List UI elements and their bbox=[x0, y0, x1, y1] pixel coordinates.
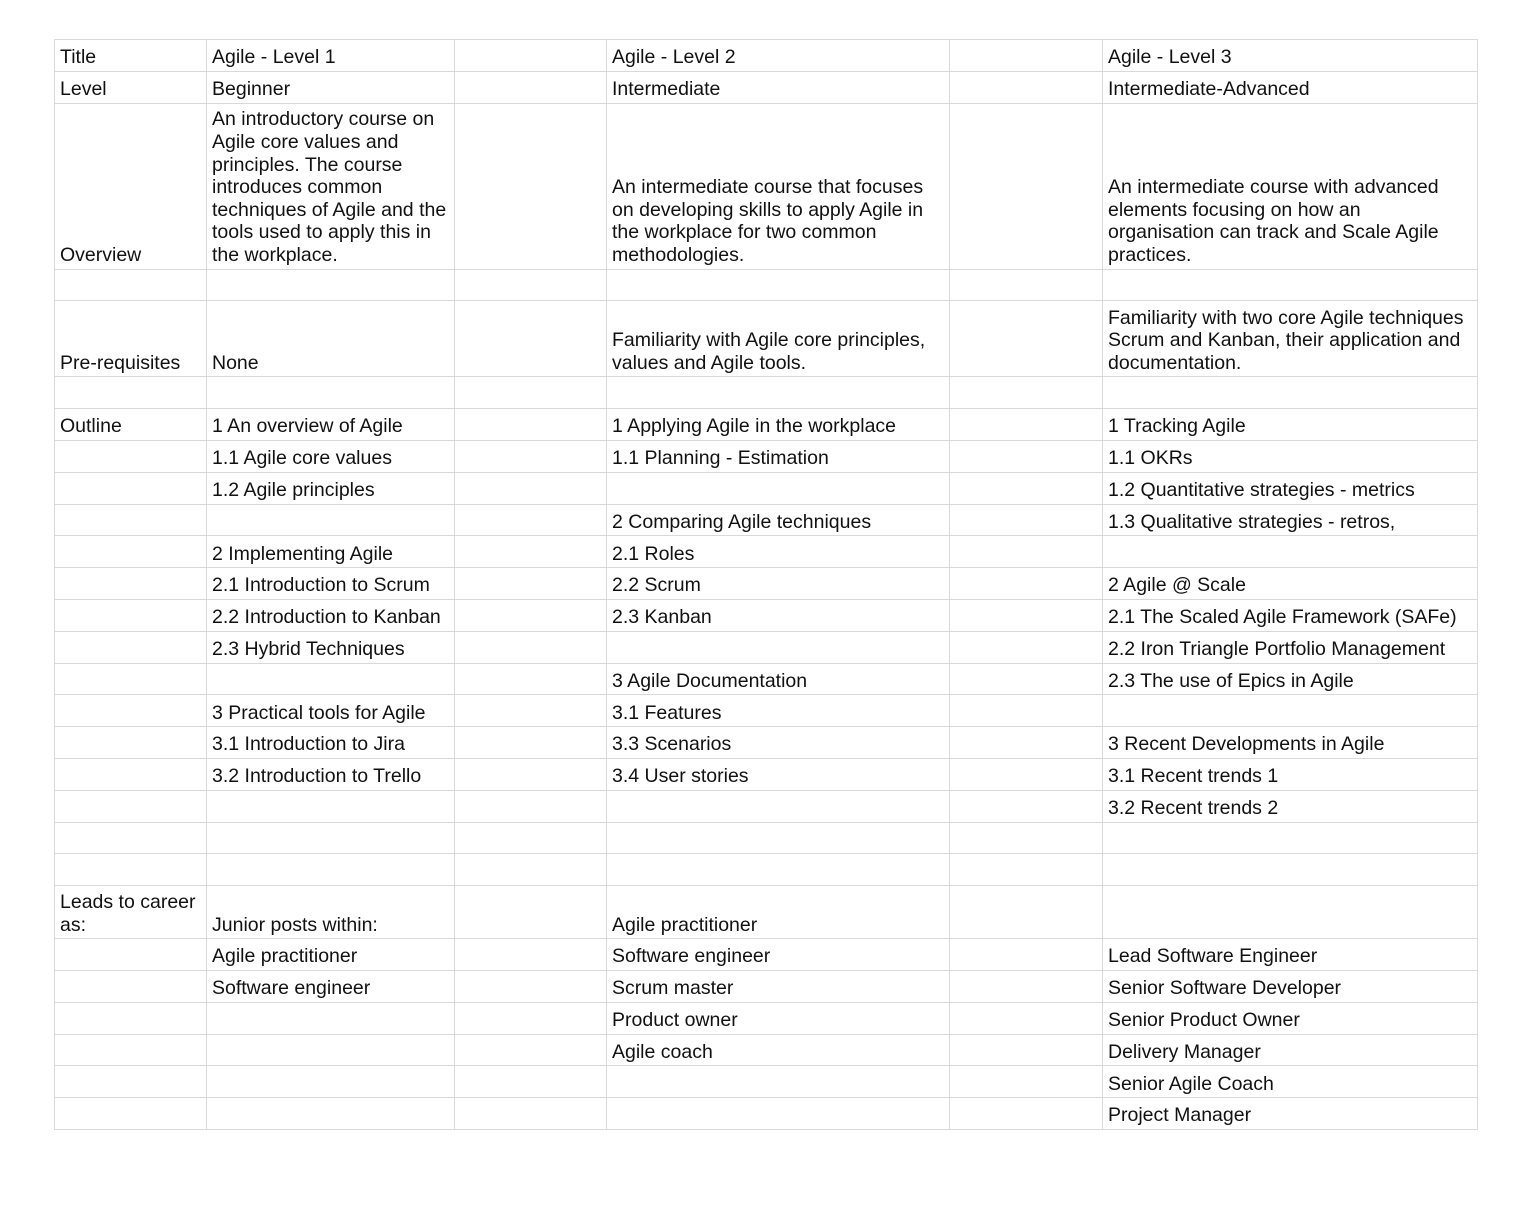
level-2-cell[interactable] bbox=[607, 377, 950, 409]
table-row bbox=[55, 71, 1478, 103]
spacer-cell[interactable] bbox=[950, 103, 1103, 269]
row-label-cell[interactable]: Level bbox=[55, 71, 207, 103]
course-table-body bbox=[55, 40, 1478, 1130]
level-2-cell[interactable] bbox=[607, 631, 950, 663]
row-label-cell[interactable] bbox=[55, 822, 207, 854]
table-row bbox=[55, 568, 1478, 600]
table-row bbox=[55, 727, 1478, 759]
spacer-cell[interactable] bbox=[455, 40, 607, 72]
level-3-cell[interactable] bbox=[1103, 886, 1478, 939]
level-2-cell[interactable] bbox=[607, 790, 950, 822]
row-label-cell[interactable] bbox=[55, 727, 207, 759]
level-2-cell[interactable] bbox=[607, 269, 950, 301]
row-label-cell[interactable] bbox=[55, 1098, 207, 1130]
table-row bbox=[55, 1066, 1478, 1098]
table-row bbox=[55, 790, 1478, 822]
level-1-cell[interactable]: Beginner bbox=[207, 71, 455, 103]
level-3-cell[interactable]: 1 Tracking Agile bbox=[1103, 409, 1478, 441]
level-1-cell[interactable] bbox=[207, 1066, 455, 1098]
level-1-cell[interactable]: 2 Implementing Agile bbox=[207, 536, 455, 568]
level-3-cell[interactable]: 3.2 Recent trends 2 bbox=[1103, 790, 1478, 822]
table-row bbox=[55, 301, 1478, 377]
table-row bbox=[55, 409, 1478, 441]
spacer-cell[interactable] bbox=[455, 504, 607, 536]
spacer-cell[interactable] bbox=[455, 663, 607, 695]
spacer-cell[interactable] bbox=[950, 301, 1103, 377]
table-row bbox=[55, 536, 1478, 568]
course-table bbox=[54, 39, 1478, 1130]
level-1-cell[interactable]: Junior posts within: bbox=[207, 886, 455, 939]
level-1-cell[interactable]: 3.1 Introduction to Jira bbox=[207, 727, 455, 759]
spacer-cell[interactable] bbox=[950, 504, 1103, 536]
row-label-cell[interactable] bbox=[55, 631, 207, 663]
spacer-cell[interactable] bbox=[455, 854, 607, 886]
level-3-cell[interactable]: 1.3 Qualitative strategies - retros, bbox=[1103, 504, 1478, 536]
row-label-cell[interactable] bbox=[55, 970, 207, 1002]
table-row bbox=[55, 695, 1478, 727]
table-row bbox=[55, 377, 1478, 409]
table-row bbox=[55, 599, 1478, 631]
row-label-cell[interactable]: Overview bbox=[55, 103, 207, 269]
row-label-cell[interactable]: Pre-requisites bbox=[55, 301, 207, 377]
spacer-cell[interactable] bbox=[455, 631, 607, 663]
level-2-cell[interactable]: Agile coach bbox=[607, 1034, 950, 1066]
spacer-cell[interactable] bbox=[950, 269, 1103, 301]
row-label-cell[interactable] bbox=[55, 269, 207, 301]
level-2-cell[interactable] bbox=[607, 1066, 950, 1098]
spacer-cell[interactable] bbox=[950, 599, 1103, 631]
spacer-cell[interactable] bbox=[950, 40, 1103, 72]
spacer-cell[interactable] bbox=[950, 822, 1103, 854]
spacer-cell[interactable] bbox=[455, 939, 607, 971]
table-row bbox=[55, 1098, 1478, 1130]
level-3-cell[interactable]: 1.2 Quantitative strategies - metrics bbox=[1103, 472, 1478, 504]
spacer-cell[interactable] bbox=[455, 269, 607, 301]
level-3-cell[interactable]: 2.2 Iron Triangle Portfolio Management bbox=[1103, 631, 1478, 663]
level-1-cell[interactable] bbox=[207, 854, 455, 886]
table-row bbox=[55, 939, 1478, 971]
level-1-cell[interactable]: Agile practitioner bbox=[207, 939, 455, 971]
level-1-cell[interactable]: 2.3 Hybrid Techniques bbox=[207, 631, 455, 663]
level-1-cell[interactable]: Agile - Level 1 bbox=[207, 40, 455, 72]
level-3-cell[interactable] bbox=[1103, 536, 1478, 568]
level-1-cell[interactable]: An introductory course on Agile core values and principles. The course introduces common techniques of Agile and the tools used to apply this in the workplace. bbox=[207, 103, 455, 269]
row-label-cell[interactable]: Title bbox=[55, 40, 207, 72]
table-row bbox=[55, 1002, 1478, 1034]
spacer-cell[interactable] bbox=[455, 103, 607, 269]
level-1-cell[interactable]: 3.2 Introduction to Trello bbox=[207, 758, 455, 790]
spacer-cell[interactable] bbox=[950, 536, 1103, 568]
spacer-cell[interactable] bbox=[455, 758, 607, 790]
level-3-cell[interactable]: 3.1 Recent trends 1 bbox=[1103, 758, 1478, 790]
level-2-cell[interactable]: 2.2 Scrum bbox=[607, 568, 950, 600]
level-2-cell[interactable]: Agile - Level 2 bbox=[607, 40, 950, 72]
spacer-cell[interactable] bbox=[950, 695, 1103, 727]
level-1-cell[interactable]: None bbox=[207, 301, 455, 377]
row-label-cell[interactable] bbox=[55, 568, 207, 600]
spacer-cell[interactable] bbox=[950, 663, 1103, 695]
level-3-cell[interactable] bbox=[1103, 269, 1478, 301]
level-2-cell[interactable]: 2 Comparing Agile techniques bbox=[607, 504, 950, 536]
spacer-cell[interactable] bbox=[950, 440, 1103, 472]
spacer-cell[interactable] bbox=[455, 1034, 607, 1066]
level-1-cell[interactable] bbox=[207, 822, 455, 854]
table-row bbox=[55, 970, 1478, 1002]
level-3-cell[interactable] bbox=[1103, 377, 1478, 409]
level-3-cell[interactable]: 2 Agile @ Scale bbox=[1103, 568, 1478, 600]
row-label-cell[interactable] bbox=[55, 854, 207, 886]
level-1-cell[interactable] bbox=[207, 790, 455, 822]
spacer-cell[interactable] bbox=[950, 758, 1103, 790]
level-2-cell[interactable]: Product owner bbox=[607, 1002, 950, 1034]
spacer-cell[interactable] bbox=[950, 970, 1103, 1002]
level-2-cell[interactable]: 1 Applying Agile in the workplace bbox=[607, 409, 950, 441]
row-label-cell[interactable]: Outline bbox=[55, 409, 207, 441]
level-3-cell[interactable]: 2.3 The use of Epics in Agile bbox=[1103, 663, 1478, 695]
spacer-cell[interactable] bbox=[455, 472, 607, 504]
table-row bbox=[55, 472, 1478, 504]
row-label-cell[interactable] bbox=[55, 377, 207, 409]
spacer-cell[interactable] bbox=[455, 1098, 607, 1130]
table-row bbox=[55, 663, 1478, 695]
level-2-cell[interactable]: Familiarity with Agile core principles, values and Agile tools. bbox=[607, 301, 950, 377]
spacer-cell[interactable] bbox=[950, 568, 1103, 600]
spacer-cell[interactable] bbox=[455, 536, 607, 568]
level-3-cell[interactable]: Delivery Manager bbox=[1103, 1034, 1478, 1066]
level-1-cell[interactable] bbox=[207, 269, 455, 301]
table-row bbox=[55, 822, 1478, 854]
level-1-cell[interactable]: 1 An overview of Agile bbox=[207, 409, 455, 441]
level-3-cell[interactable] bbox=[1103, 854, 1478, 886]
table-row bbox=[55, 854, 1478, 886]
spacer-cell[interactable] bbox=[455, 886, 607, 939]
row-label-cell[interactable] bbox=[55, 536, 207, 568]
spacer-cell[interactable] bbox=[950, 1034, 1103, 1066]
table-row bbox=[55, 1034, 1478, 1066]
row-label-cell[interactable] bbox=[55, 695, 207, 727]
row-label-cell[interactable] bbox=[55, 939, 207, 971]
row-label-cell[interactable]: Leads to career as: bbox=[55, 886, 207, 939]
level-2-cell[interactable] bbox=[607, 822, 950, 854]
level-3-cell[interactable]: Agile - Level 3 bbox=[1103, 40, 1478, 72]
level-3-cell[interactable]: Senior Product Owner bbox=[1103, 1002, 1478, 1034]
row-label-cell[interactable] bbox=[55, 1066, 207, 1098]
level-1-cell[interactable]: 2.2 Introduction to Kanban bbox=[207, 599, 455, 631]
table-row bbox=[55, 758, 1478, 790]
level-1-cell[interactable]: 2.1 Introduction to Scrum bbox=[207, 568, 455, 600]
level-1-cell[interactable]: Software engineer bbox=[207, 970, 455, 1002]
spacer-cell[interactable] bbox=[455, 301, 607, 377]
level-3-cell[interactable] bbox=[1103, 695, 1478, 727]
level-3-cell[interactable]: Senior Software Developer bbox=[1103, 970, 1478, 1002]
spacer-cell[interactable] bbox=[455, 440, 607, 472]
spacer-cell[interactable] bbox=[455, 1066, 607, 1098]
level-1-cell[interactable] bbox=[207, 1034, 455, 1066]
spacer-cell[interactable] bbox=[950, 727, 1103, 759]
level-2-cell[interactable]: Agile practitioner bbox=[607, 886, 950, 939]
level-2-cell[interactable]: 3.3 Scenarios bbox=[607, 727, 950, 759]
spacer-cell[interactable] bbox=[455, 377, 607, 409]
spacer-cell[interactable] bbox=[455, 822, 607, 854]
level-1-cell[interactable]: 1.2 Agile principles bbox=[207, 472, 455, 504]
level-3-cell[interactable]: Senior Agile Coach bbox=[1103, 1066, 1478, 1098]
table-row bbox=[55, 886, 1478, 939]
spacer-cell[interactable] bbox=[455, 790, 607, 822]
level-3-cell[interactable]: Intermediate-Advanced bbox=[1103, 71, 1478, 103]
row-label-cell[interactable] bbox=[55, 504, 207, 536]
level-3-cell[interactable]: 2.1 The Scaled Agile Framework (SAFe) bbox=[1103, 599, 1478, 631]
level-2-cell[interactable]: 3.1 Features bbox=[607, 695, 950, 727]
spacer-cell[interactable] bbox=[950, 854, 1103, 886]
level-1-cell[interactable] bbox=[207, 663, 455, 695]
spacer-cell[interactable] bbox=[455, 599, 607, 631]
level-3-cell[interactable]: Project Manager bbox=[1103, 1098, 1478, 1130]
table-row bbox=[55, 40, 1478, 72]
table-row bbox=[55, 440, 1478, 472]
row-label-cell[interactable] bbox=[55, 1002, 207, 1034]
level-2-cell[interactable]: 1.1 Planning - Estimation bbox=[607, 440, 950, 472]
level-2-cell[interactable]: Software engineer bbox=[607, 939, 950, 971]
level-3-cell[interactable]: Lead Software Engineer bbox=[1103, 939, 1478, 971]
level-2-cell[interactable]: An intermediate course that focuses on developing skills to apply Agile in the workplace for two common methodologies. bbox=[607, 103, 950, 269]
table-row bbox=[55, 504, 1478, 536]
spacer-cell[interactable] bbox=[950, 1098, 1103, 1130]
row-label-cell[interactable] bbox=[55, 758, 207, 790]
level-2-cell[interactable]: Intermediate bbox=[607, 71, 950, 103]
level-2-cell[interactable] bbox=[607, 854, 950, 886]
level-1-cell[interactable] bbox=[207, 504, 455, 536]
spacer-cell[interactable] bbox=[950, 886, 1103, 939]
level-1-cell[interactable] bbox=[207, 1098, 455, 1130]
spacer-cell[interactable] bbox=[455, 71, 607, 103]
course-comparison-sheet bbox=[54, 39, 1478, 1130]
level-1-cell[interactable]: 1.1 Agile core values bbox=[207, 440, 455, 472]
spacer-cell[interactable] bbox=[950, 939, 1103, 971]
spacer-cell[interactable] bbox=[455, 970, 607, 1002]
level-3-cell[interactable]: 1.1 OKRs bbox=[1103, 440, 1478, 472]
level-2-cell[interactable]: 3 Agile Documentation bbox=[607, 663, 950, 695]
spacer-cell[interactable] bbox=[455, 1002, 607, 1034]
spacer-cell[interactable] bbox=[950, 71, 1103, 103]
level-1-cell[interactable]: 3 Practical tools for Agile bbox=[207, 695, 455, 727]
spacer-cell[interactable] bbox=[950, 1066, 1103, 1098]
row-label-cell[interactable] bbox=[55, 599, 207, 631]
spacer-cell[interactable] bbox=[950, 472, 1103, 504]
level-2-cell[interactable]: 2.3 Kanban bbox=[607, 599, 950, 631]
level-2-cell[interactable]: Scrum master bbox=[607, 970, 950, 1002]
level-3-cell[interactable]: Familiarity with two core Agile techniques Scrum and Kanban, their application and documentation. bbox=[1103, 301, 1478, 377]
row-label-cell[interactable] bbox=[55, 790, 207, 822]
table-row bbox=[55, 631, 1478, 663]
row-label-cell[interactable] bbox=[55, 663, 207, 695]
level-1-cell[interactable] bbox=[207, 1002, 455, 1034]
spacer-cell[interactable] bbox=[950, 1002, 1103, 1034]
level-3-cell[interactable]: 3 Recent Developments in Agile bbox=[1103, 727, 1478, 759]
spacer-cell[interactable] bbox=[455, 727, 607, 759]
spacer-cell[interactable] bbox=[950, 409, 1103, 441]
spacer-cell[interactable] bbox=[455, 568, 607, 600]
spacer-cell[interactable] bbox=[950, 377, 1103, 409]
spacer-cell[interactable] bbox=[950, 631, 1103, 663]
spacer-cell[interactable] bbox=[455, 695, 607, 727]
spacer-cell[interactable] bbox=[455, 409, 607, 441]
row-label-cell[interactable] bbox=[55, 440, 207, 472]
level-2-cell[interactable]: 2.1 Roles bbox=[607, 536, 950, 568]
level-2-cell[interactable] bbox=[607, 1098, 950, 1130]
spacer-cell[interactable] bbox=[950, 790, 1103, 822]
table-row bbox=[55, 269, 1478, 301]
level-2-cell[interactable]: 3.4 User stories bbox=[607, 758, 950, 790]
level-3-cell[interactable]: An intermediate course with advanced elements focusing on how an organisation can track and Scale Agile practices. bbox=[1103, 103, 1478, 269]
table-row bbox=[55, 103, 1478, 269]
row-label-cell[interactable] bbox=[55, 1034, 207, 1066]
row-label-cell[interactable] bbox=[55, 472, 207, 504]
level-1-cell[interactable] bbox=[207, 377, 455, 409]
level-3-cell[interactable] bbox=[1103, 822, 1478, 854]
level-2-cell[interactable] bbox=[607, 472, 950, 504]
